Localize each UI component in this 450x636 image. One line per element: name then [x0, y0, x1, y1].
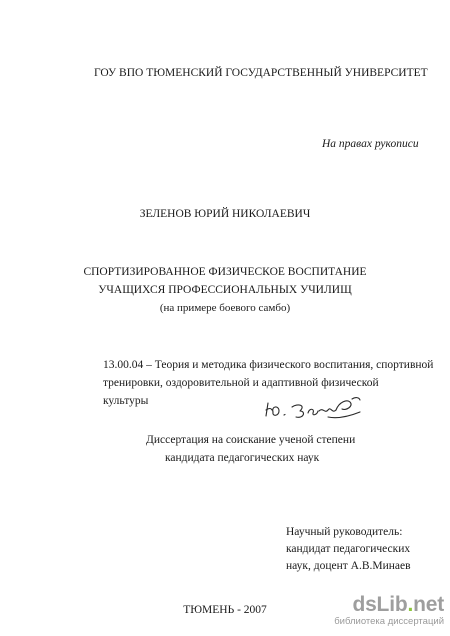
advisor-line-3: наук, доцент А.В.Минаев [286, 560, 411, 572]
logo-tld: net [413, 593, 444, 616]
dslib-subtitle: библиотека диссертаций [334, 616, 444, 627]
advisor-line-1: Научный руководитель: [286, 526, 403, 538]
dslib-watermark[interactable] [326, 594, 444, 630]
city-year: ТЮМЕНЬ - 2007 [183, 604, 267, 616]
advisor-line-2: кандидат педагогических [286, 543, 411, 555]
title-line-2: УЧАЩИХСЯ ПРОФЕССИОНАЛЬНЫХ УЧИЛИЩ [98, 284, 352, 296]
degree-line-2: кандидата педагогических наук [165, 452, 320, 464]
degree-line-1: Диссертация на соискание ученой степени [146, 434, 356, 446]
specialty-line-1: 13.00.04 – Теория и методика физического воспитания, спортивной [103, 359, 434, 371]
university-name: ГОУ ВПО ТЮМЕНСКИЙ ГОСУДАРСТВЕННЫЙ УНИВЕРСИТЕТ [94, 67, 428, 79]
specialty-line-3: культуры [103, 395, 149, 407]
specialty-line-2: тренировки, оздоровительной и адаптивной физической [103, 377, 379, 389]
title-line-1: СПОРТИЗИРОВАННОЕ ФИЗИЧЕСКОЕ ВОСПИТАНИЕ [83, 266, 367, 278]
handwritten-signature [262, 393, 366, 423]
manuscript-note: На правах рукописи [322, 138, 419, 150]
dslib-logo [326, 594, 444, 616]
logo-main: dsLib [352, 593, 408, 616]
title-subtitle: (на примере боевого самбо) [159, 302, 291, 314]
author-name: ЗЕЛЕНОВ ЮРИЙ НИКОЛАЕВИЧ [139, 208, 311, 220]
logo-dot: . [407, 593, 414, 616]
